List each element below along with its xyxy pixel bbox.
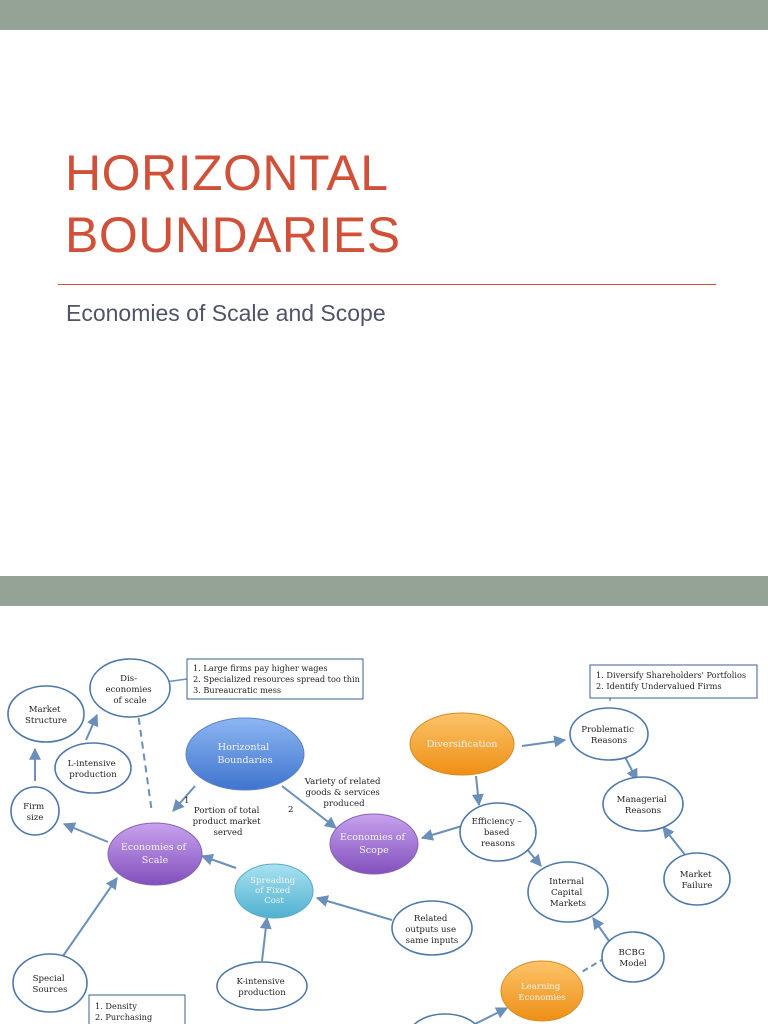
label-related-outputs: Related outputs use same inputs	[405, 914, 459, 946]
arrow-lintensive-to-dis	[86, 715, 97, 740]
node-firm-size	[11, 787, 59, 835]
node-spreading-fixed-cost	[235, 864, 313, 918]
svg-text:1. Large firms pay higher wa: 1. Large firms pay higher wages 2. Specialized resources spread too thin 3. Bureaucratic mess	[193, 663, 360, 695]
svg-text:1. Diversify Shareholders' P: 1. Diversify Shareholders' Portfolios 2. Identify Undervalued Firms	[596, 670, 747, 691]
label-firm-size: Firm size	[23, 802, 45, 823]
node-special-sources	[13, 954, 87, 1012]
node-bcbg-model	[602, 932, 664, 982]
node-horizontal-boundaries	[186, 718, 304, 790]
node-efficiency	[460, 803, 536, 861]
arrow-problematic-to-managerial	[625, 757, 637, 780]
node-market-failure	[664, 853, 730, 905]
label-l-intensive: L-intensive production	[67, 759, 117, 780]
title-line-2: BOUNDARIES	[65, 207, 401, 263]
node-l-intensive	[55, 743, 131, 793]
title-line-1: HORIZONTAL	[65, 145, 389, 201]
label-market-failure: Market Failure	[679, 870, 713, 891]
box-diseconomy-reasons	[187, 659, 363, 699]
concept-map-diagram	[0, 606, 768, 1024]
label-horizontal-boundaries: Horizontal Boundaries	[217, 742, 273, 766]
label-portion-of-market: Portion of total product market served	[192, 806, 261, 838]
label-diseconomies: Dis- economies of scale	[105, 674, 152, 706]
box-special-sources-list	[89, 995, 185, 1024]
label-number-2: 2	[288, 805, 294, 815]
arrow-related-to-spreading	[317, 898, 392, 920]
label-special-sources: Special Sources	[32, 974, 68, 995]
title-underline	[58, 284, 716, 285]
label-managerial: Managerial Reasons	[616, 795, 667, 816]
node-market-structure	[8, 686, 84, 742]
node-problematic	[570, 708, 648, 760]
node-internal-capital	[528, 862, 608, 922]
arrow-diversification-to-efficiency	[476, 776, 479, 805]
arrow-spreading-to-scale	[202, 856, 236, 868]
node-managerial	[603, 777, 683, 831]
node-k-intensive	[217, 962, 307, 1010]
arrow-efficiency-to-scope	[422, 826, 462, 838]
label-market-structure: Market Structure	[25, 705, 67, 726]
node-learning-economies	[501, 961, 583, 1021]
middle-accent-band	[0, 576, 768, 606]
arrow-special-to-scale	[63, 878, 117, 956]
node-economies-of-scale	[108, 823, 202, 885]
slide-subtitle: Economies of Scale and Scope	[66, 300, 386, 326]
node-diversification	[410, 713, 514, 775]
arrow-kintensive-to-spreading	[262, 918, 267, 961]
node-diseconomies	[90, 659, 170, 717]
label-learning-economies: Learning Economies	[518, 982, 566, 1003]
node-related-outputs	[392, 901, 472, 955]
svg-text:1. Density 2. Purcha: 1. Density 2. Purchasing	[95, 1001, 153, 1022]
arrow-marketfailure-to-managerial	[663, 827, 686, 856]
label-bcbg-model: BCBG Model	[618, 948, 647, 969]
label-economies-of-scale: Economies of Scale	[120, 842, 187, 866]
label-economies-of-scope: Economies of Scope	[339, 832, 406, 856]
label-number-1: 1	[184, 796, 190, 806]
dashed-dis-to-scale	[137, 706, 152, 813]
arrow-partial-to-learning	[475, 1008, 507, 1024]
label-spreading-fixed-cost: Spreading of Fixed Cost	[250, 876, 296, 906]
arrow-scale-to-firmsize	[64, 824, 108, 842]
top-accent-band	[0, 0, 768, 30]
node-partial-bottom	[409, 1014, 481, 1024]
label-k-intensive: K-intensive production	[236, 977, 286, 998]
label-efficiency: Efficiency – based reasons	[471, 817, 522, 849]
arrow-diversification-to-problematic	[522, 740, 565, 746]
arrow-bcbg-to-internal	[593, 918, 609, 941]
box-problematic-reasons	[590, 665, 757, 698]
node-economies-of-scope	[330, 814, 418, 874]
slide-title	[65, 142, 401, 266]
dashed-bcbg-to-learning	[580, 958, 605, 973]
label-problematic: Problematic Reasons	[581, 725, 634, 746]
label-internal-capital: Internal Capital Markets	[549, 877, 587, 909]
label-variety-of-goods: Variety of related goods & services produced	[304, 777, 381, 809]
label-diversification: Diversification	[426, 739, 498, 750]
